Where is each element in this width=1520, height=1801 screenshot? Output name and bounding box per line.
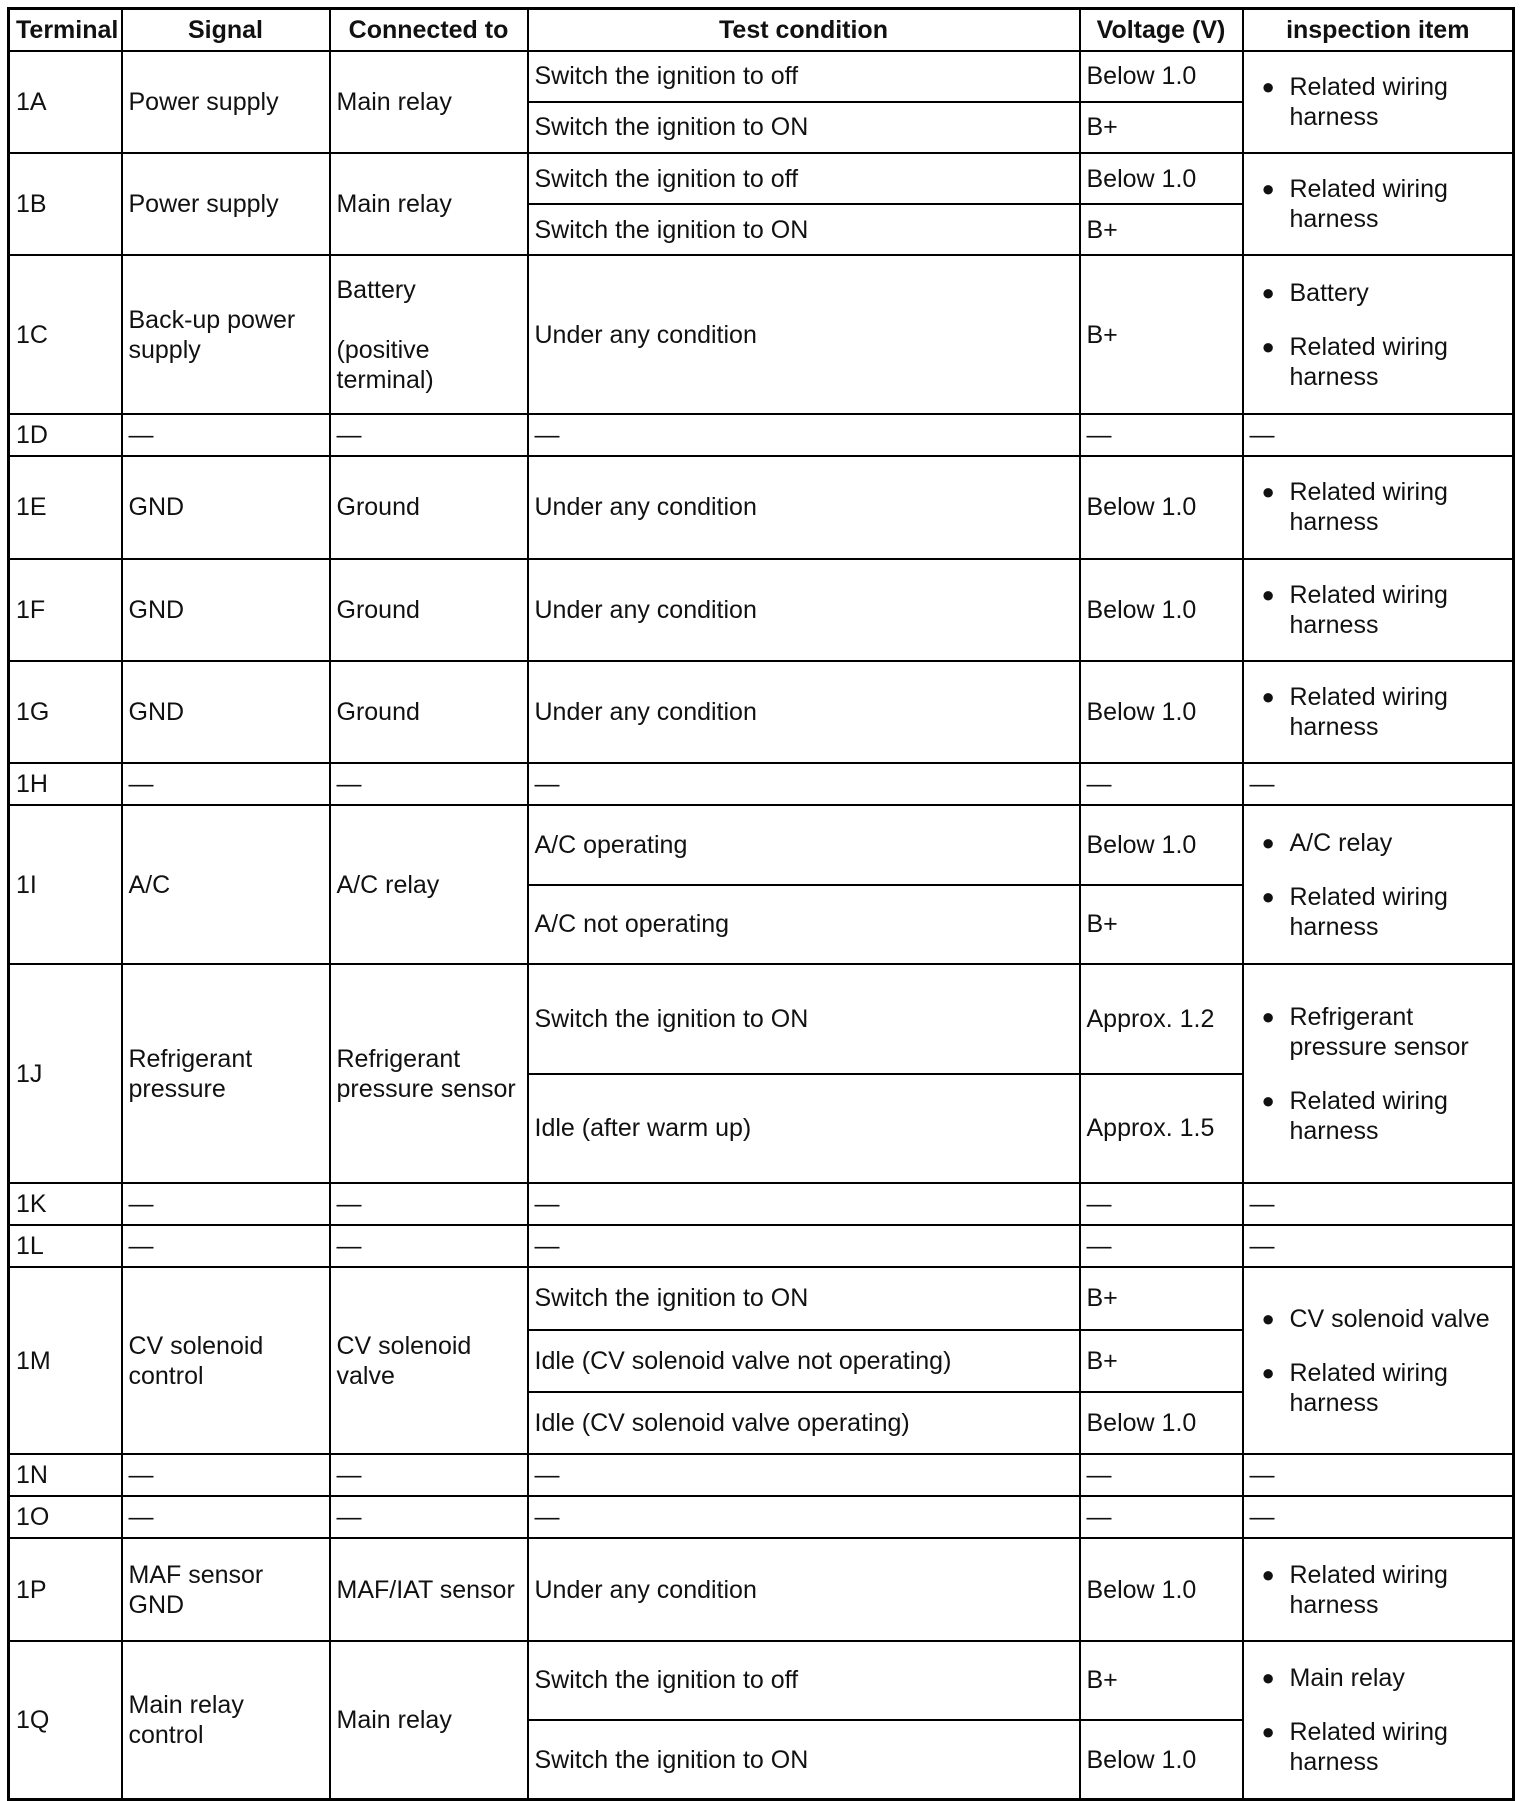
bullet-icon: ●: [1261, 1003, 1275, 1029]
header-voltage: Voltage (V): [1080, 9, 1243, 51]
inspection-item-cell: [1243, 559, 1514, 661]
signal-cell: —: [122, 1183, 330, 1225]
terminal-cell: 1M: [9, 1267, 122, 1454]
terminal-cell: 1C: [9, 255, 122, 414]
terminal-cell: 1H: [9, 763, 122, 805]
inspection-item: [1261, 1086, 1507, 1146]
signal-cell: GND: [122, 559, 330, 661]
table-row: [9, 559, 1514, 661]
bullet-icon: ●: [1261, 279, 1275, 305]
voltage-cell: Approx. 1.2: [1080, 964, 1243, 1073]
table-row: [9, 414, 1514, 456]
table-row: [9, 661, 1514, 763]
terminal-cell: 1G: [9, 661, 122, 763]
connected-to-cell: —: [330, 414, 528, 456]
inspection-item-cell: [1243, 661, 1514, 763]
bullet-icon: ●: [1261, 1718, 1275, 1744]
inspection-item-cell: [1243, 51, 1514, 153]
voltage-cell: —: [1080, 1454, 1243, 1496]
terminal-cell: 1I: [9, 805, 122, 964]
table-row: [9, 255, 1514, 414]
inspection-item-label: Related wiring harness: [1289, 580, 1448, 639]
header-row: [9, 9, 1514, 51]
terminal-cell: 1N: [9, 1454, 122, 1496]
inspection-list: [1250, 477, 1507, 537]
inspection-list: [1250, 682, 1507, 742]
inspection-item: [1261, 332, 1507, 392]
test-condition-cell: Under any condition: [528, 255, 1080, 414]
inspection-item: [1261, 1358, 1507, 1418]
connected-to-cell: Ground: [330, 456, 528, 558]
inspection-item: [1261, 278, 1507, 308]
voltage-cell: B+: [1080, 102, 1243, 153]
voltage-cell: B+: [1080, 204, 1243, 255]
test-condition-cell: —: [528, 1454, 1080, 1496]
inspection-item-cell: [1243, 153, 1514, 255]
inspection-list: [1250, 1304, 1507, 1418]
test-condition-cell: Switch the ignition to off: [528, 51, 1080, 102]
inspection-item-cell: [1243, 456, 1514, 558]
table-row: [9, 964, 1514, 1073]
inspection-list: [1250, 278, 1507, 392]
test-condition-cell: Switch the ignition to off: [528, 1641, 1080, 1720]
terminal-cell: 1A: [9, 51, 122, 153]
inspection-item-cell: —: [1243, 1183, 1514, 1225]
connected-to-cell: Ground: [330, 661, 528, 763]
inspection-item-label: A/C relay: [1289, 828, 1393, 857]
bullet-icon: ●: [1261, 1359, 1275, 1385]
header-signal: Signal: [122, 9, 330, 51]
bullet-icon: ●: [1261, 333, 1275, 359]
voltage-cell: B+: [1080, 1641, 1243, 1720]
signal-cell: —: [122, 1496, 330, 1538]
inspection-item: [1261, 1002, 1507, 1062]
bullet-icon: ●: [1261, 479, 1275, 505]
bullet-icon: ●: [1261, 581, 1275, 607]
voltage-cell: —: [1080, 1183, 1243, 1225]
voltage-cell: Approx. 1.5: [1080, 1074, 1243, 1183]
inspection-item-label: Refrigerant pressure sensor: [1289, 1002, 1469, 1061]
inspection-item: [1261, 1717, 1507, 1777]
bullet-icon: ●: [1261, 684, 1275, 710]
connected-to-cell: Main relay: [330, 1641, 528, 1800]
test-condition-cell: Switch the ignition to ON: [528, 964, 1080, 1073]
inspection-item: [1261, 1560, 1507, 1620]
signal-cell: GND: [122, 456, 330, 558]
terminal-cell: 1F: [9, 559, 122, 661]
test-condition-cell: Switch the ignition to ON: [528, 1267, 1080, 1329]
inspection-item-cell: [1243, 1267, 1514, 1454]
inspection-list: [1250, 1560, 1507, 1620]
connected-to-cell: Main relay: [330, 51, 528, 153]
bullet-icon: ●: [1261, 883, 1275, 909]
signal-cell: CV solenoid control: [122, 1267, 330, 1454]
inspection-item: [1261, 72, 1507, 132]
test-condition-cell: Switch the ignition to ON: [528, 1720, 1080, 1799]
connected-to-cell: Battery (positive terminal): [330, 255, 528, 414]
inspection-item-cell: [1243, 964, 1514, 1183]
table-row: [9, 153, 1514, 204]
signal-cell: Main relay control: [122, 1641, 330, 1800]
test-condition-cell: Switch the ignition to ON: [528, 102, 1080, 153]
voltage-cell: —: [1080, 763, 1243, 805]
terminal-cell: 1B: [9, 153, 122, 255]
table-row: [9, 805, 1514, 884]
voltage-cell: Below 1.0: [1080, 153, 1243, 204]
signal-cell: —: [122, 763, 330, 805]
connected-to-cell: A/C relay: [330, 805, 528, 964]
terminal-voltage-table: [7, 7, 1515, 1801]
connected-to-cell: —: [330, 1454, 528, 1496]
table-row: [9, 51, 1514, 102]
signal-cell: GND: [122, 661, 330, 763]
terminal-cell: 1O: [9, 1496, 122, 1538]
voltage-cell: Below 1.0: [1080, 661, 1243, 763]
table-row: [9, 763, 1514, 805]
inspection-item-cell: [1243, 255, 1514, 414]
bullet-icon: ●: [1261, 73, 1275, 99]
voltage-cell: —: [1080, 1496, 1243, 1538]
test-condition-cell: —: [528, 1225, 1080, 1267]
voltage-cell: Below 1.0: [1080, 456, 1243, 558]
terminal-cell: 1Q: [9, 1641, 122, 1800]
voltage-cell: Below 1.0: [1080, 559, 1243, 661]
test-condition-cell: —: [528, 1183, 1080, 1225]
inspection-item-cell: —: [1243, 763, 1514, 805]
table-row: [9, 1641, 1514, 1720]
bullet-icon: ●: [1261, 1561, 1275, 1587]
test-condition-cell: Under any condition: [528, 1538, 1080, 1640]
inspection-item-label: Related wiring harness: [1289, 1717, 1448, 1776]
inspection-list: [1250, 828, 1507, 942]
voltage-cell: —: [1080, 414, 1243, 456]
inspection-item-label: Battery: [1289, 278, 1369, 307]
inspection-item-cell: —: [1243, 1496, 1514, 1538]
voltage-cell: —: [1080, 1225, 1243, 1267]
test-condition-cell: —: [528, 414, 1080, 456]
inspection-item-label: Related wiring harness: [1289, 683, 1448, 742]
header-terminal: Terminal: [9, 9, 122, 51]
test-condition-cell: Under any condition: [528, 661, 1080, 763]
table-row: [9, 1538, 1514, 1640]
test-condition-cell: Idle (after warm up): [528, 1074, 1080, 1183]
signal-cell: MAF sensor GND: [122, 1538, 330, 1640]
test-condition-cell: A/C not operating: [528, 885, 1080, 964]
inspection-list: [1250, 1663, 1507, 1777]
inspection-item: [1261, 1663, 1507, 1693]
signal-cell: —: [122, 414, 330, 456]
voltage-cell: B+: [1080, 885, 1243, 964]
terminal-cell: 1E: [9, 456, 122, 558]
inspection-list: [1250, 72, 1507, 132]
voltage-cell: Below 1.0: [1080, 51, 1243, 102]
header-test-condition: Test condition: [528, 9, 1080, 51]
inspection-item: [1261, 580, 1507, 640]
connected-to-cell: Main relay: [330, 153, 528, 255]
inspection-item: [1261, 882, 1507, 942]
test-condition-cell: Switch the ignition to ON: [528, 204, 1080, 255]
inspection-item: [1261, 682, 1507, 742]
signal-cell: Power supply: [122, 153, 330, 255]
connected-to-cell: Ground: [330, 559, 528, 661]
inspection-item-cell: —: [1243, 1454, 1514, 1496]
terminal-cell: 1P: [9, 1538, 122, 1640]
header-inspection-item: inspection item: [1243, 9, 1514, 51]
header-connected-to: Connected to: [330, 9, 528, 51]
inspection-item: [1261, 828, 1507, 858]
voltage-cell: Below 1.0: [1080, 1392, 1243, 1454]
test-condition-cell: Switch the ignition to off: [528, 153, 1080, 204]
inspection-item: [1261, 477, 1507, 537]
inspection-item-cell: —: [1243, 1225, 1514, 1267]
connected-to-cell: CV solenoid valve: [330, 1267, 528, 1454]
table-row: [9, 1267, 1514, 1329]
inspection-item-label: Related wiring harness: [1289, 1560, 1448, 1619]
inspection-item-label: Main relay: [1289, 1663, 1405, 1692]
signal-cell: Power supply: [122, 51, 330, 153]
bullet-icon: ●: [1261, 1087, 1275, 1113]
inspection-list: [1250, 1002, 1507, 1146]
signal-cell: Refrigerant pressure: [122, 964, 330, 1183]
inspection-item-label: Related wiring harness: [1289, 332, 1448, 391]
signal-cell: —: [122, 1454, 330, 1496]
inspection-item-label: Related wiring harness: [1289, 175, 1448, 234]
voltage-cell: B+: [1080, 255, 1243, 414]
inspection-item-label: CV solenoid valve: [1289, 1304, 1490, 1333]
inspection-item: [1261, 174, 1507, 234]
inspection-list: [1250, 580, 1507, 640]
voltage-cell: B+: [1080, 1267, 1243, 1329]
connected-to-cell: Refrigerant pressure sensor: [330, 964, 528, 1183]
voltage-cell: Below 1.0: [1080, 1538, 1243, 1640]
inspection-item-label: Related wiring harness: [1289, 882, 1448, 941]
inspection-item: [1261, 1304, 1507, 1334]
test-condition-cell: Under any condition: [528, 456, 1080, 558]
test-condition-cell: Idle (CV solenoid valve not operating): [528, 1330, 1080, 1392]
inspection-item-label: Related wiring harness: [1289, 1358, 1448, 1417]
bullet-icon: ●: [1261, 1664, 1275, 1690]
inspection-item-label: Related wiring harness: [1289, 478, 1448, 537]
inspection-item-label: Related wiring harness: [1289, 72, 1448, 131]
test-condition-cell: Under any condition: [528, 559, 1080, 661]
bullet-icon: ●: [1261, 176, 1275, 202]
voltage-cell: B+: [1080, 1330, 1243, 1392]
test-condition-cell: A/C operating: [528, 805, 1080, 884]
terminal-cell: 1K: [9, 1183, 122, 1225]
voltage-cell: Below 1.0: [1080, 805, 1243, 884]
signal-cell: A/C: [122, 805, 330, 964]
table-row: [9, 1496, 1514, 1538]
signal-cell: —: [122, 1225, 330, 1267]
table-row: [9, 1454, 1514, 1496]
inspection-item-cell: [1243, 1641, 1514, 1800]
inspection-item-cell: —: [1243, 414, 1514, 456]
terminal-cell: 1L: [9, 1225, 122, 1267]
inspection-item-label: Related wiring harness: [1289, 1086, 1448, 1145]
connected-to-cell: MAF/IAT sensor: [330, 1538, 528, 1640]
inspection-item-cell: [1243, 1538, 1514, 1640]
terminal-cell: 1D: [9, 414, 122, 456]
connected-to-cell: —: [330, 1496, 528, 1538]
test-condition-cell: —: [528, 1496, 1080, 1538]
connected-to-cell: —: [330, 763, 528, 805]
bullet-icon: ●: [1261, 1305, 1275, 1331]
bullet-icon: ●: [1261, 829, 1275, 855]
table-row: [9, 456, 1514, 558]
test-condition-cell: —: [528, 763, 1080, 805]
table-row: [9, 1225, 1514, 1267]
voltage-cell: Below 1.0: [1080, 1720, 1243, 1799]
test-condition-cell: Idle (CV solenoid valve operating): [528, 1392, 1080, 1454]
inspection-list: [1250, 174, 1507, 234]
connected-to-cell: —: [330, 1183, 528, 1225]
terminal-cell: 1J: [9, 964, 122, 1183]
signal-cell: Back-up power supply: [122, 255, 330, 414]
connected-to-cell: —: [330, 1225, 528, 1267]
table-row: [9, 1183, 1514, 1225]
inspection-item-cell: [1243, 805, 1514, 964]
